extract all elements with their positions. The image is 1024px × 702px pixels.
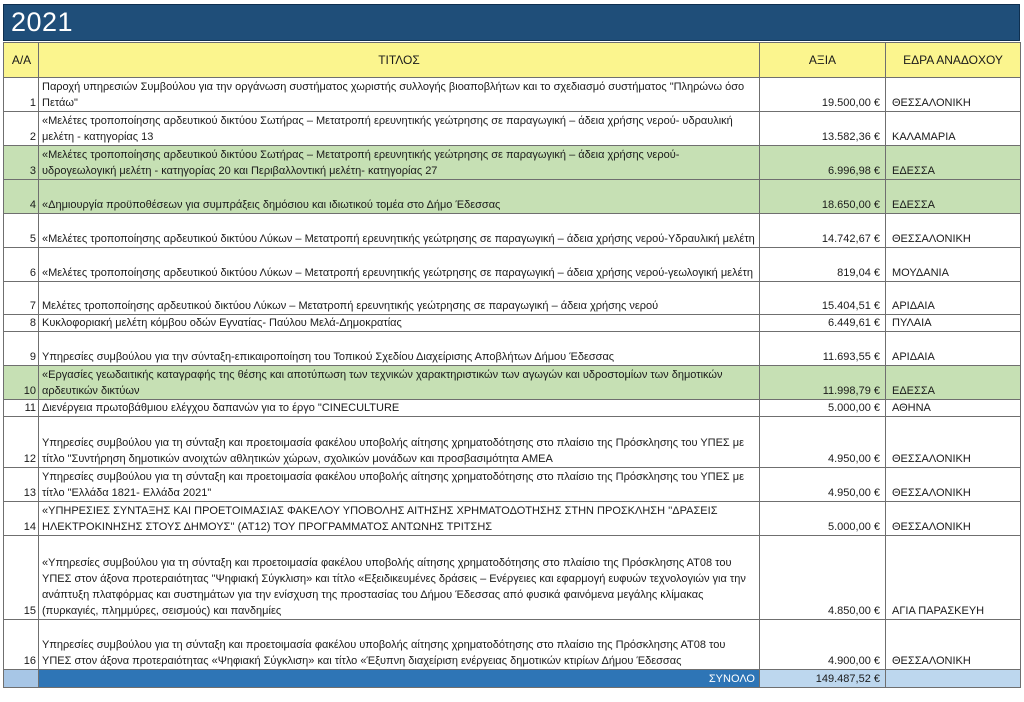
row-title: Υπηρεσίες συμβούλου για τη σύνταξη και προετοιμασία φακέλου υποβολής αίτησης χρηματοδότησης στο πλαίσιο της Πρόσκλησης του ΥΠΕΣ με τίτλο "Ελλάδα 1821- Ελλάδα 2021" [39, 468, 760, 502]
table-row [4, 112, 1021, 146]
row-number: 11 [4, 400, 39, 417]
row-title: Υπηρεσίες συμβούλου για τη σύνταξη και προετοιμασία φακέλου υποβολής αίτησης χρηματοδότησης στο πλαίσιο της Πρόσκλησης ΑΤ08 του ΥΠΕΣ στον άξονα προτεραιότητας «Ψηφιακή Σύγκλιση» και τίτλο «Έξυπνη διαχείριση ενέργειας δημοτικών κτιρίων Δήμου Έδεσσας [39, 620, 760, 670]
row-title: «Μελέτες τροποποίησης αρδευτικού δικτύου Λύκων – Μετατροπή ερευνητικής γεώτρησης σε παραγωγική – άδεια χρήσης νερού-γεωλογική μελέτη [39, 248, 760, 282]
table-row [4, 468, 1021, 502]
table-row [4, 332, 1021, 366]
table-row [4, 400, 1021, 417]
row-title: «Μελέτες τροποποίησης αρδευτικού δικτύου Σωτήρας – Μετατροπή ερευνητικής γεώτρησης σε παραγωγική – άδεια χρήσης νερού- υδραυλική μελέτη - κατηγορίας 13 [39, 112, 760, 146]
row-number: 7 [4, 282, 39, 315]
table-row [4, 502, 1021, 536]
header-seat: ΕΔΡΑ ΑΝΑΔΟΧΟΥ [886, 43, 1021, 78]
table-row [4, 180, 1021, 214]
row-seat: ΠΥΛΑΙΑ [886, 315, 1021, 332]
row-number: 13 [4, 468, 39, 502]
row-value: 4.850,00 € [760, 536, 886, 620]
row-seat: ΑΡΙΔΑΙΑ [886, 282, 1021, 315]
row-seat: ΑΘΗΝΑ [886, 400, 1021, 417]
header-title: ΤΙΤΛΟΣ [39, 43, 760, 78]
row-title: Υπηρεσίες συμβούλου για την σύνταξη-επικαιροποίηση του Τοπικού Σχεδίου Διαχείρισης Αποβλήτων Δήμου Έδεσσας [39, 332, 760, 366]
row-number: 2 [4, 112, 39, 146]
table-row [4, 536, 1021, 620]
row-seat: ΚΑΛΑΜΑΡΙΑ [886, 112, 1021, 146]
row-number: 12 [4, 417, 39, 468]
row-seat: ΕΔΕΣΣΑ [886, 366, 1021, 400]
row-value: 6.449,61 € [760, 315, 886, 332]
row-value: 5.000,00 € [760, 502, 886, 536]
table-row [4, 78, 1021, 112]
header-row [4, 43, 1021, 78]
row-title: Υπηρεσίες συμβούλου για τη σύνταξη και προετοιμασία φακέλου υποβολής αίτησης χρηματοδότησης στο πλαίσιο της Πρόσκλησης του ΥΠΕΣ με τίτλο "Συντήρηση δημοτικών ανοιχτών αθλητικών χώρων, σχολικών μονάδων και προσβασιμότητα ΑΜΕΑ [39, 417, 760, 468]
row-number: 6 [4, 248, 39, 282]
total-row [4, 670, 1021, 688]
table-row [4, 282, 1021, 315]
row-value: 15.404,51 € [760, 282, 886, 315]
row-number: 8 [4, 315, 39, 332]
row-value: 18.650,00 € [760, 180, 886, 214]
row-seat: ΘΕΣΣΑΛΟΝΙΚΗ [886, 502, 1021, 536]
row-value: 11.998,79 € [760, 366, 886, 400]
row-value: 14.742,67 € [760, 214, 886, 248]
table-row [4, 417, 1021, 468]
row-value: 5.000,00 € [760, 400, 886, 417]
header-aa: Α/Α [4, 43, 39, 78]
row-number: 3 [4, 146, 39, 180]
row-seat: ΘΕΣΣΑΛΟΝΙΚΗ [886, 214, 1021, 248]
row-number: 1 [4, 78, 39, 112]
row-value: 19.500,00 € [760, 78, 886, 112]
row-value: 4.900,00 € [760, 620, 886, 670]
row-value: 13.582,36 € [760, 112, 886, 146]
row-value: 6.996,98 € [760, 146, 886, 180]
row-value: 4.950,00 € [760, 417, 886, 468]
row-seat: ΘΕΣΣΑΛΟΝΙΚΗ [886, 468, 1021, 502]
row-seat: ΘΕΣΣΑΛΟΝΙΚΗ [886, 417, 1021, 468]
row-seat: ΑΡΙΔΑΙΑ [886, 332, 1021, 366]
total-empty-seat [886, 670, 1021, 688]
total-label: ΣΥΝΟΛΟ [39, 670, 760, 688]
row-title: «ΥΠΗΡΕΣΙΕΣ ΣΥΝΤΑΞΗΣ ΚΑΙ ΠΡΟΕΤΟΙΜΑΣΙΑΣ ΦΑΚΕΛΟΥ ΥΠΟΒΟΛΗΣ ΑΙΤΗΣΗΣ ΧΡΗΜΑΤΟΔΟΤΗΣΗΣ ΣΤΗΝ ΠΡΟΣΚΛΗΣΗ ''ΔΡΑΣΕΙΣ ΗΛΕΚΤΡΟΚΙΝΗΣΗΣ ΣΤΟΥΣ ΔΗΜΟΥΣ'' (ΑΤ12) ΤΟΥ ΠΡΟΓΡΑΜΜΑΤΟΣ ΑΝΤΩΝΗΣ ΤΡΙΤΣΗΣ [39, 502, 760, 536]
total-empty-cell [4, 670, 39, 688]
row-seat: ΑΓΙΑ ΠΑΡΑΣΚΕΥΗ [886, 536, 1021, 620]
year-title: 2021 [11, 7, 74, 37]
row-number: 14 [4, 502, 39, 536]
row-seat: ΜΟΥΔΑΝΙΑ [886, 248, 1021, 282]
contracts-table [3, 42, 1021, 688]
table-row [4, 315, 1021, 332]
row-title: «Δημιουργία προϋποθέσεων για συμπράξεις δημόσιου και ιδιωτικού τομέα στο Δήμο Έδεσσας [39, 180, 760, 214]
year-banner [3, 4, 1020, 41]
table-row [4, 214, 1021, 248]
row-number: 16 [4, 620, 39, 670]
row-number: 9 [4, 332, 39, 366]
table-body [4, 78, 1021, 670]
row-seat: ΕΔΕΣΣΑ [886, 180, 1021, 214]
row-title: Κυκλοφοριακή μελέτη κόμβου οδών Εγνατίας- Παύλου Μελά-Δημοκρατίας [39, 315, 760, 332]
row-title: «Μελέτες τροποποίησης αρδευτικού δικτύου Λύκων – Μετατροπή ερευνητικής γεώτρησης σε παραγωγική – άδεια χρήσης νερού-Υδραυλική μελέτη [39, 214, 760, 248]
row-value: 11.693,55 € [760, 332, 886, 366]
row-title: «Εργασίες γεωδαιτικής καταγραφής της θέσης και αποτύπωση των τεχνικών χαρακτηριστικών των αγωγών και υδροστομίων των δημοτικών αρδευτικών δικτύων [39, 366, 760, 400]
table-row [4, 248, 1021, 282]
row-title: Μελέτες τροποποίησης αρδευτικού δικτύου Λύκων – Μετατροπή ερευνητικής γεώτρησης σε παραγωγική – άδεια χρήσης νερού [39, 282, 760, 315]
row-title: Διενέργεια πρωτοβάθμιου ελέγχου δαπανών για το έργο "CINECULTURE [39, 400, 760, 417]
row-seat: ΘΕΣΣΑΛΟΝΙΚΗ [886, 620, 1021, 670]
row-number: 4 [4, 180, 39, 214]
header-value: ΑΞΙΑ [760, 43, 886, 78]
row-number: 5 [4, 214, 39, 248]
row-value: 819,04 € [760, 248, 886, 282]
row-seat: ΕΔΕΣΣΑ [886, 146, 1021, 180]
row-title: «Υπηρεσίες συμβούλου για τη σύνταξη και προετοιμασία φακέλου υποβολής αίτησης χρηματοδότησης στο πλαίσιο της Πρόσκλησης ΑΤ08 του ΥΠΕΣ στον άξονα προτεραιότητας "Ψηφιακή Σύγκλιση» και τίτλο «Εξειδικευμένες δράσεις – Ενέργειες και εφαρμογή ευφυών τεχνολογιών για την ανάπτυξη πλατφόρμας και συστημάτων για την ενίσχυση της προστασίας του Δήμου Έδεσσας από φυσικά φαινόμενα μεγάλης κλίμακας (πυρκαγιές, πλημμύρες, σεισμούς) και πανδημίες [39, 536, 760, 620]
row-seat: ΘΕΣΣΑΛΟΝΙΚΗ [886, 78, 1021, 112]
table-row [4, 366, 1021, 400]
table-row [4, 146, 1021, 180]
row-number: 10 [4, 366, 39, 400]
row-number: 15 [4, 536, 39, 620]
total-value: 149.487,52 € [760, 670, 886, 688]
row-value: 4.950,00 € [760, 468, 886, 502]
row-title: «Μελέτες τροποποίησης αρδευτικού δικτύου Σωτήρας – Μετατροπή ερευνητικής γεώτρησης σε παραγωγική – άδεια χρήσης νερού- υδρογεωλογική μελέτη - κατηγορίας 20 και Περιβαλλοντική μελέτη- κατηγορίας 27 [39, 146, 760, 180]
row-title: Παροχή υπηρεσιών Συμβούλου για την οργάνωση συστήματος χωριστής συλλογής βιοαποβλήτων και το σχεδιασμό συστήματος "Πληρώνω όσο Πετάω" [39, 78, 760, 112]
table-row [4, 620, 1021, 670]
